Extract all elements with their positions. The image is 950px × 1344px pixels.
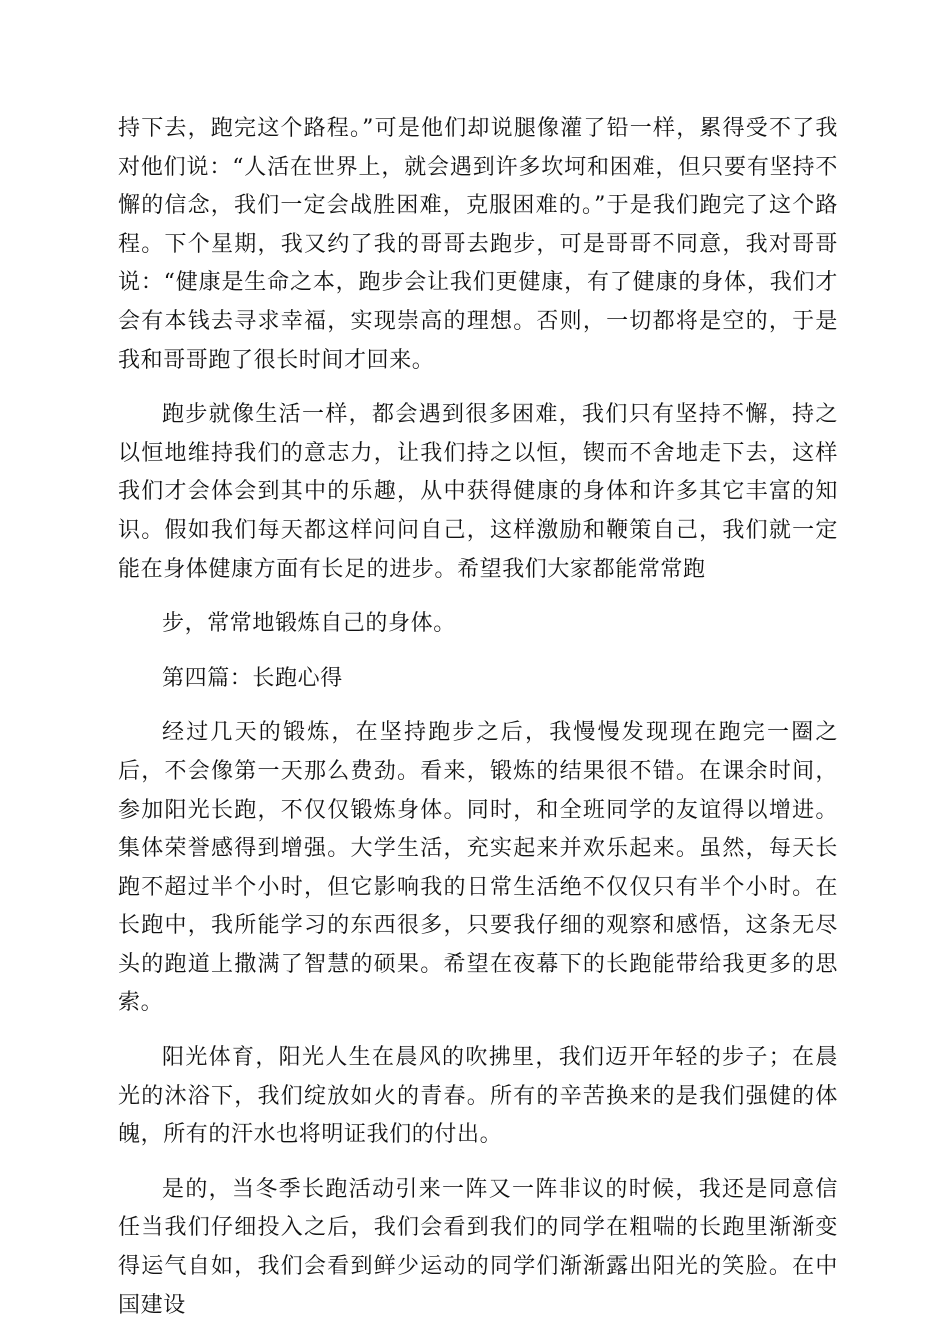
paragraph-running-like-life: 跑步就像生活一样，都会遇到很多困难，我们只有坚持不懈，持之以恒地维持我们的意志力，让我们持之以恒，锲而不舍地走下去，这样我们才会体会到其中的乐趣，从中获得健康的身体和许多其它丰富的知识。假如我们每天都这样问问自己，这样激励和鞭策自己，我们就一定能在身体健康方面有长足的进步。希望我们大家都能常常跑 bbox=[118, 402, 838, 582]
paragraph-short-tail: 步，常常地锻炼自己的身体。 bbox=[162, 611, 456, 637]
paragraph-winter-running: 是的，当冬季长跑活动引来一阵又一阵非议的时候，我还是同意信任当我们仔细投入之后，我们会看到我们的同学在粗喘的长跑里渐渐变得运气自如，我们会看到鲜少运动的同学们渐渐露出阳光的笑脸。在中国建设 bbox=[118, 1176, 838, 1318]
paragraph-training-experience: 经过几天的锻炼，在坚持跑步之后，我慢慢发现现在跑完一圈之后，不会像第一天那么费劲。看来，锻炼的结果很不错。在课余时间，参加阳光长跑，不仅仅锻炼身体。同时，和全班同学的友谊得以增进。集体荣誉感得到增强。大学生活，充实起来并欢乐起来。虽然，每天长跑不超过半个小时，但它影响我的日常生活绝不仅仅只有半个小时。在长跑中，我所能学习的东西很多，只要我仔细的观察和感悟，这条无尽头的跑道上撒满了智慧的硕果。希望在夜幕下的长跑能带给我更多的思索。 bbox=[118, 720, 838, 1016]
section-heading: 第四篇：长跑心得 bbox=[162, 665, 343, 691]
paragraph-sunshine-sports: 阳光体育，阳光人生在晨风的吹拂里，我们迈开年轻的步子；在晨光的沐浴下，我们绽放如火的青春。所有的辛苦换来的是我们强健的体魄，所有的汗水也将明证我们的付出。 bbox=[118, 1045, 838, 1148]
paragraph-continuation: 持下去，跑完这个路程。”可是他们却说腿像灌了铅一样，累得受不了我对他们说：“人活在世界上，就会遇到许多坎坷和困难，但只要有坚持不懈的信念，我们一定会战胜困难，克服困难的。”于是我们跑完了这个路程。下个星期，我又约了我的哥哥去跑步，可是哥哥不同意，我对哥哥说：“健康是生命之本，跑步会让我们更健康，有了健康的身体，我们才会有本钱去寻求幸福，实现崇高的理想。否则，一切都将是空的，于是我和哥哥跑了很长时间才回来。 bbox=[118, 116, 838, 373]
document-body bbox=[118, 110, 838, 1325]
